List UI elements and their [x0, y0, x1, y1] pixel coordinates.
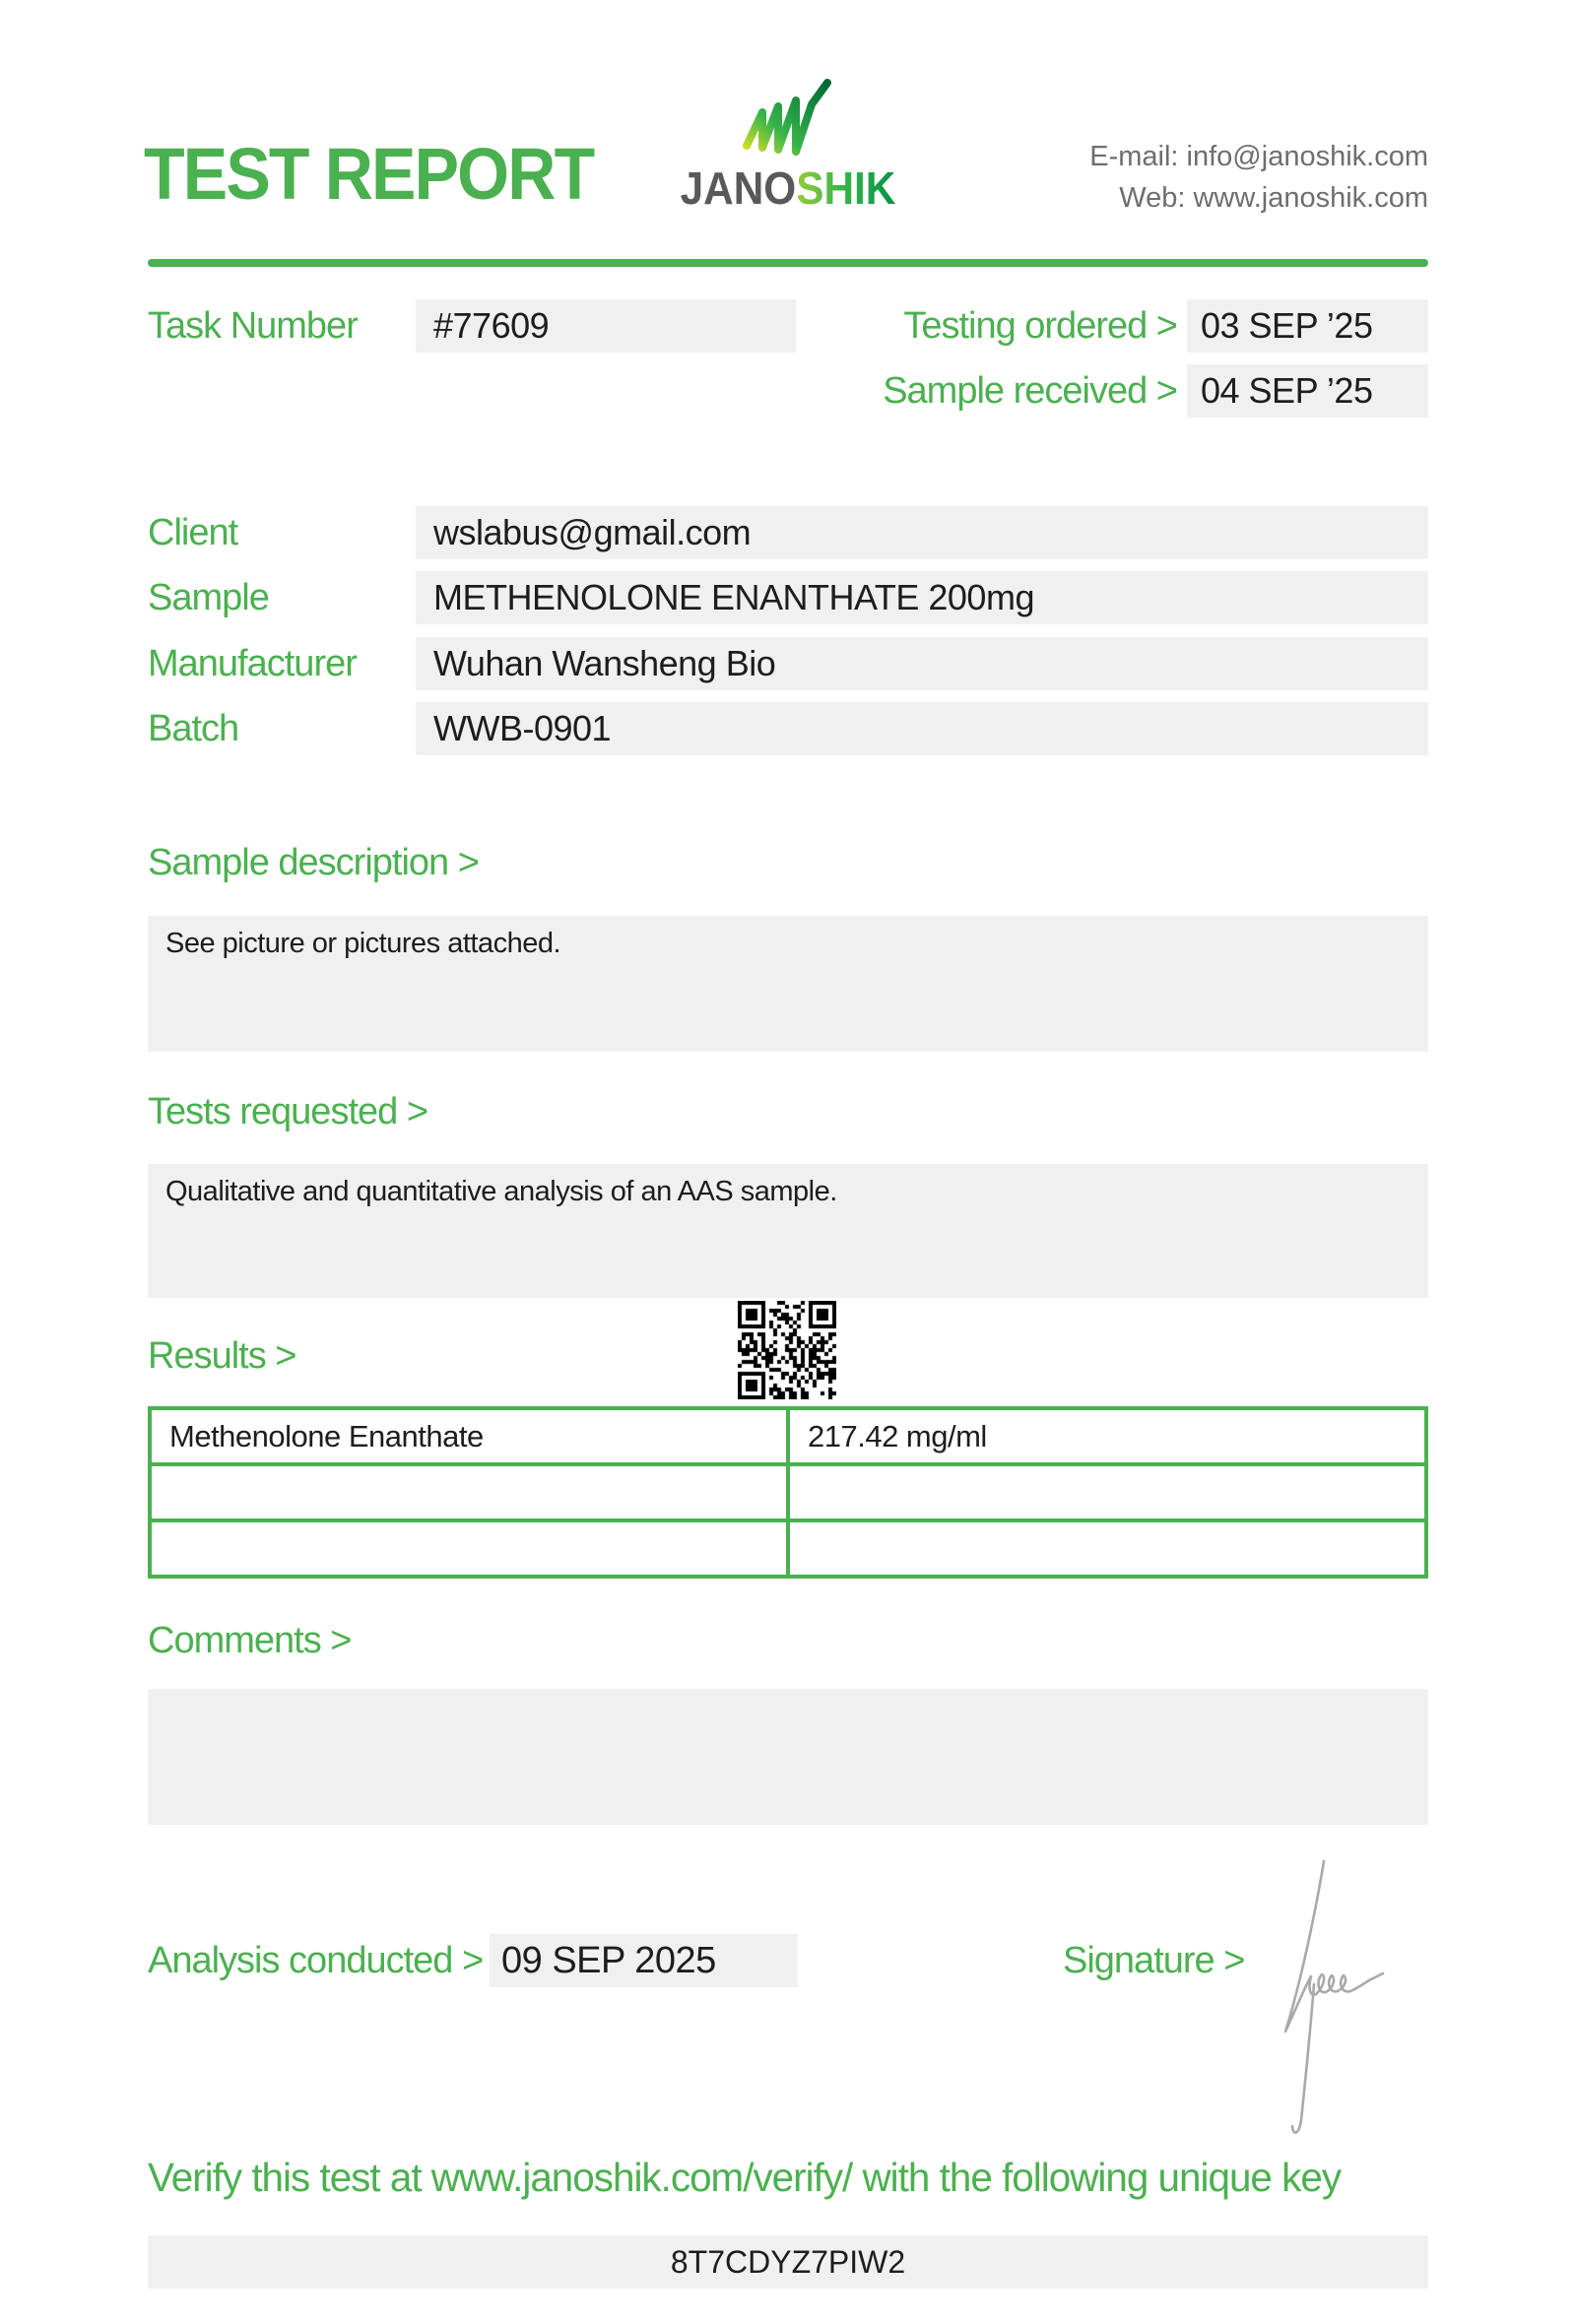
- table-row: [150, 1520, 1426, 1577]
- signature-label: Signature >: [1063, 1940, 1245, 1981]
- table-row: [150, 1408, 1426, 1464]
- manufacturer-value: Wuhan Wansheng Bio: [416, 637, 1428, 690]
- manufacturer-label: Manufacturer: [148, 643, 357, 684]
- logo-wordmark-secondary: SHIK: [796, 162, 896, 214]
- batch-label: Batch: [148, 708, 239, 749]
- results-heading: Results >: [148, 1335, 296, 1377]
- analysis-conducted-value: 09 SEP 2025: [490, 1934, 798, 1987]
- logo-wordmark-primary: JANO: [680, 162, 797, 214]
- batch-value: WWB-0901: [416, 702, 1428, 755]
- verify-instruction: Verify this test at www.janoshik.com/verify/ with the following unique key: [148, 2155, 1342, 2200]
- contact-email: E-mail: info@janoshik.com: [1089, 141, 1428, 172]
- janoshik-logo: [650, 77, 926, 214]
- result-amount: [788, 1520, 1426, 1577]
- header-divider: [148, 259, 1428, 267]
- comments-heading: Comments >: [148, 1620, 352, 1661]
- result-amount: [788, 1464, 1426, 1520]
- task-number-label: Task Number: [148, 305, 358, 347]
- client-value: wslabus@gmail.com: [416, 506, 1428, 559]
- logo-wordmark: [661, 163, 915, 214]
- qr-code: [738, 1301, 836, 1399]
- sample-value: METHENOLONE ENANTHATE 200mg: [416, 571, 1428, 624]
- contact-web: Web: www.janoshik.com: [1119, 182, 1428, 215]
- contact-block: [1089, 136, 1428, 219]
- sample-received-label: Sample received >: [883, 370, 1177, 412]
- analysis-conducted-label: Analysis conducted >: [148, 1940, 484, 1981]
- sample-description-heading: Sample description >: [148, 842, 479, 883]
- tests-requested-box: Qualitative and quantitative analysis of an AAS sample.: [148, 1164, 1428, 1298]
- chart-peaks-icon: [741, 77, 835, 163]
- testing-ordered-value: 03 SEP ’25: [1187, 299, 1428, 353]
- result-substance: [150, 1520, 788, 1577]
- client-label: Client: [148, 512, 238, 553]
- tests-requested-heading: Tests requested >: [148, 1091, 428, 1132]
- result-substance: [150, 1464, 788, 1520]
- testing-ordered-label: Testing ordered >: [903, 305, 1177, 347]
- table-row: [150, 1464, 1426, 1520]
- sample-description-box: See picture or pictures attached.: [148, 916, 1428, 1052]
- sample-label: Sample: [148, 577, 269, 618]
- result-substance: Methenolone Enanthate: [150, 1408, 788, 1464]
- page-title: TEST REPORT: [144, 133, 594, 215]
- signature-image: [1266, 1846, 1413, 2142]
- results-table: [148, 1406, 1428, 1579]
- task-number-value: #77609: [416, 299, 796, 353]
- sample-received-value: 04 SEP ’25: [1187, 364, 1428, 418]
- comments-box: [148, 1689, 1428, 1825]
- result-amount: 217.42 mg/ml: [788, 1408, 1426, 1464]
- verify-key: 8T7CDYZ7PIW2: [148, 2235, 1428, 2289]
